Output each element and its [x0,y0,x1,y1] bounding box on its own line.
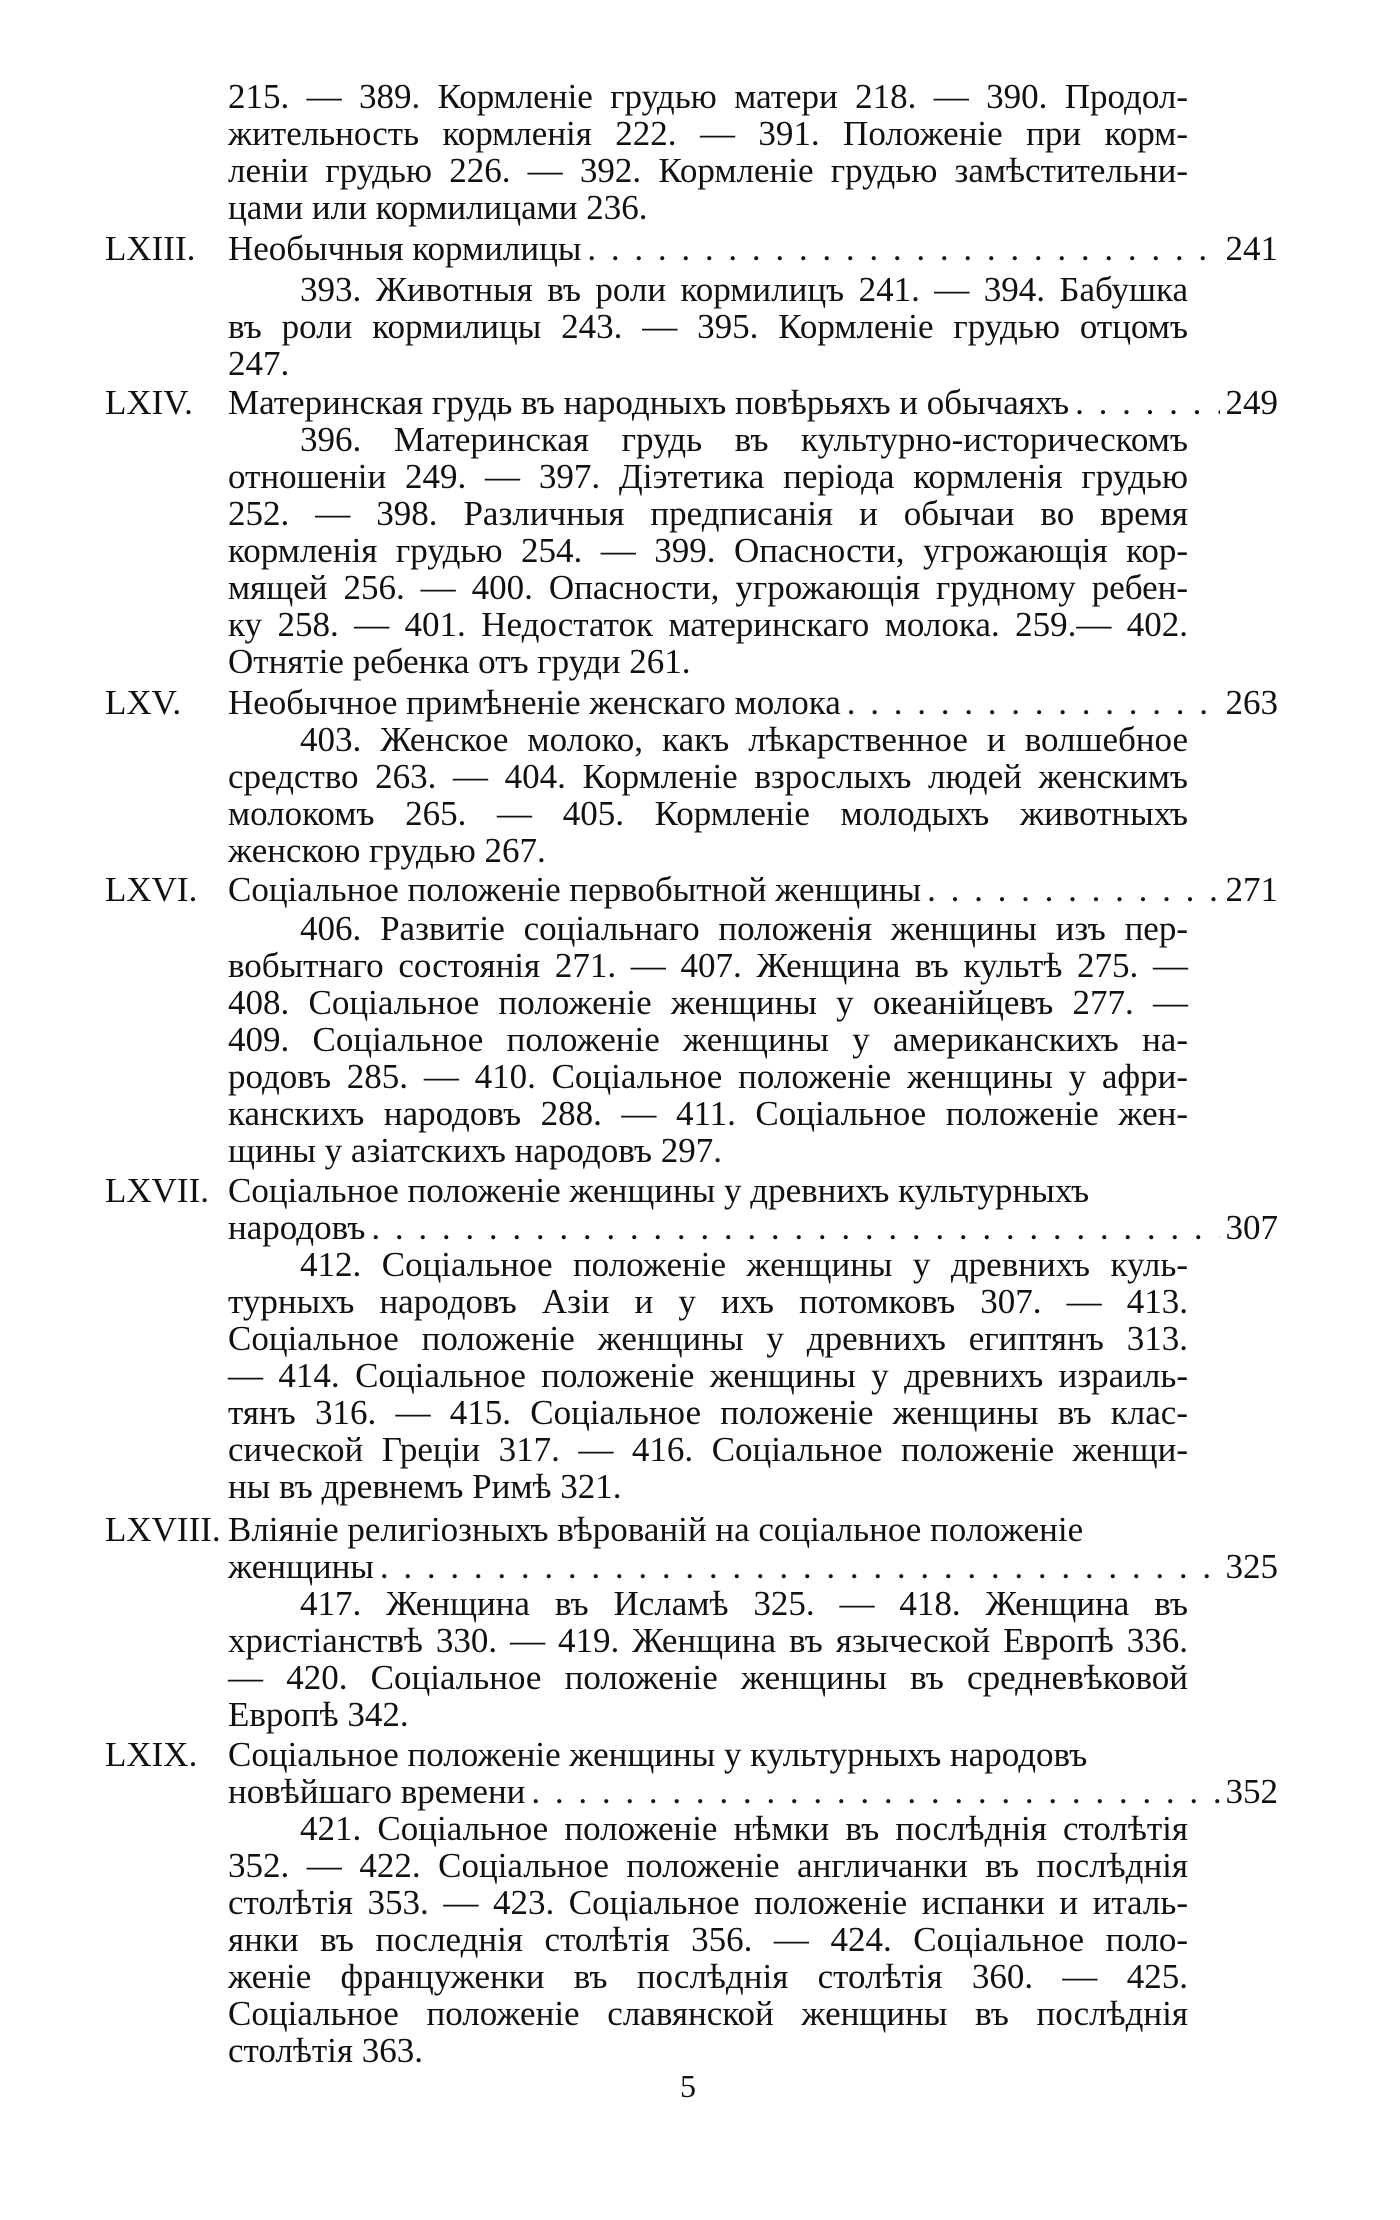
chapter-page-number: 241 [1225,229,1278,268]
chapter-desc-line: средство 263. — 404. Кормленіе взрослыхъ людей женскимъ [228,757,1188,796]
chapter-desc-line: Соціальное положеніе женщины у древнихъ египтянъ 313. [228,1319,1188,1358]
chapter-numeral: LXVI. [105,870,198,909]
chapter-title-cont: женщины [228,1547,374,1586]
chapter-title-cont: народовъ [228,1208,366,1247]
chapter-desc-line: кормленія грудью 254. — 399. Опасности, угрожающія кор- [228,531,1188,570]
chapter-entry[interactable] [228,684,1278,721]
chapter-desc-line: мящей 256. — 400. Опасности, угрожающія грудному ребен- [228,568,1188,607]
chapter-page-number: 249 [1225,383,1278,422]
chapter-desc-line: женіе француженки въ послѣднія столѣтія 360. — 425. [228,1957,1188,1996]
chapter-desc-line: въ роли кормилицы 243. — 395. Кормленіе грудью отцомъ [228,307,1188,346]
chapter-desc-line: канскихъ народовъ 288. — 411. Соціальное положеніе жен- [228,1094,1188,1133]
chapter-desc-line: столѣтія 363. [228,2031,423,2070]
chapter-desc-line: 352. — 422. Соціальное положеніе англичанки въ послѣднія [228,1846,1188,1885]
chapter-numeral: LXIII. [105,229,196,268]
chapter-desc-line: 396. Материнская грудь въ культурно-историческомъ [300,420,1188,459]
chapter-desc-line: ку 258. — 401. Недостаток материнскаго молока. 259.— 402. [228,605,1188,644]
chapter-desc-line: 406. Развитіе соціальнаго положенія женщины изъ пер- [300,909,1188,948]
chapter-desc-line: Отнятіе ребенка отъ груди 261. [228,642,691,681]
chapter-desc-line: 403. Женское молоко, какъ лѣкарственное и волшебное [300,720,1188,759]
chapter-entry[interactable] [228,871,1278,908]
chapter-page-number: 352 [1225,1772,1278,1811]
chapter-desc-line: ны въ древнемъ Римѣ 321. [228,1467,622,1506]
chapter-desc-line: 408. Соціальное положеніе женщины у океанійцевъ 277. — [228,983,1188,1022]
chapter-desc-line: — 414. Соціальное положеніе женщины у древнихъ израиль- [228,1356,1188,1395]
chapter-numeral: LXIX. [105,1735,198,1774]
dot-leader [1075,384,1219,421]
chapter-desc-line: 247. [228,344,290,383]
chapter-desc-line: женскою грудью 267. [228,831,546,870]
chapter-title: Материнская грудь въ народныхъ повѣрьяхъ и обычаяхъ [228,383,1070,422]
chapter-numeral: LXV. [105,683,182,722]
continuation-line: жительность кормленія 222. — 391. Положеніе при корм- [228,114,1188,153]
dot-leader [927,871,1219,908]
chapter-desc-line: тянъ 316. — 415. Соціальное положеніе женщины въ клас- [228,1393,1188,1432]
chapter-desc-line: отношеніи 249. — 397. Діэтетика періода кормленія грудью [228,457,1188,496]
chapter-desc-line: турныхъ народовъ Азіи и у ихъ потомковъ 307. — 413. [228,1282,1188,1321]
chapter-numeral: LXIV. [105,383,193,422]
dot-leader [371,1209,1219,1246]
chapter-title-cont: новѣйшаго времени [228,1772,526,1811]
chapter-title[interactable]: Соціальное положеніе женщины у культурныхъ народовъ [228,1735,1088,1774]
chapter-desc-line: 393. Животныя въ роли кормилицъ 241. — 394. Бабушка [300,270,1188,309]
dot-leader [587,230,1219,267]
chapter-title[interactable]: Соціальное положеніе женщины у древнихъ культурныхъ [228,1171,1090,1210]
chapter-desc-line: 412. Соціальное положеніе женщины у древнихъ куль- [300,1245,1188,1284]
chapter-desc-line: молокомъ 265. — 405. Кормленіе молодыхъ животныхъ [228,794,1188,833]
chapter-desc-line: 409. Соціальное положеніе женщины у американскихъ на- [228,1020,1188,1059]
chapter-desc-line: — 420. Соціальное положеніе женщины въ средневѣковой [228,1658,1188,1697]
chapter-entry[interactable] [228,384,1278,421]
chapter-title[interactable]: Вліяніе религіозныхъ вѣрованій на соціальное положеніе [228,1510,1084,1549]
chapter-entry[interactable] [228,1209,1278,1246]
chapter-page-number: 263 [1225,683,1278,722]
chapter-numeral: LXVIII. [105,1510,221,1549]
dot-leader [531,1773,1219,1810]
chapter-page-number: 325 [1225,1547,1278,1586]
chapter-desc-line: янки въ последнія столѣтія 356. — 424. Соціальное поло- [228,1920,1188,1959]
chapter-desc-line: 252. — 398. Различныя предписанія и обычаи во время [228,494,1188,533]
chapter-desc-line: столѣтія 353. — 423. Соціальное положеніе испанки и италь- [228,1883,1188,1922]
chapter-desc-line: христіанствѣ 330. — 419. Женщина въ языческой Европѣ 336. [228,1621,1188,1660]
continuation-line: цами или кормилицами 236. [228,188,648,227]
chapter-entry[interactable] [228,1773,1278,1810]
chapter-desc-line: Европѣ 342. [228,1695,409,1734]
chapter-desc-line: вобытнаго состоянія 271. — 407. Женщина въ культѣ 275. — [228,946,1188,985]
chapter-desc-line: родовъ 285. — 410. Соціальное положеніе женщины у афри- [228,1057,1188,1096]
chapter-desc-line: щины у азіатскихъ народовъ 297. [228,1131,722,1170]
chapter-desc-line: 417. Женщина въ Исламѣ 325. — 418. Женщина въ [300,1584,1188,1623]
dot-leader [847,684,1220,721]
dot-leader [380,1548,1220,1585]
chapter-title: Соціальное положеніе первобытной женщины [228,870,922,909]
chapter-title: Необычныя кормилицы [228,229,582,268]
chapter-page-number: 307 [1225,1208,1278,1247]
chapter-desc-line: 421. Соціальное положеніе нѣмки въ послѣднія столѣтія [300,1809,1188,1848]
continuation-line: леніи грудью 226. — 392. Кормленіе грудью замѣстительни- [228,151,1188,190]
chapter-desc-line: Соціальное положеніе славянской женщины въ послѣднія [228,1994,1188,2033]
chapter-numeral: LXVII. [105,1171,209,1210]
page-number: 5 [680,2068,696,2104]
chapter-page-number: 271 [1225,870,1278,909]
chapter-entry[interactable] [228,230,1278,267]
chapter-title: Необычное примѣненіе женскаго молока [228,683,841,722]
chapter-entry[interactable] [228,1548,1278,1585]
continuation-line: 215. — 389. Кормленіе грудью матери 218. — 390. Продол- [228,77,1188,116]
chapter-desc-line: сической Греціи 317. — 416. Соціальное положеніе женщи- [228,1430,1188,1469]
